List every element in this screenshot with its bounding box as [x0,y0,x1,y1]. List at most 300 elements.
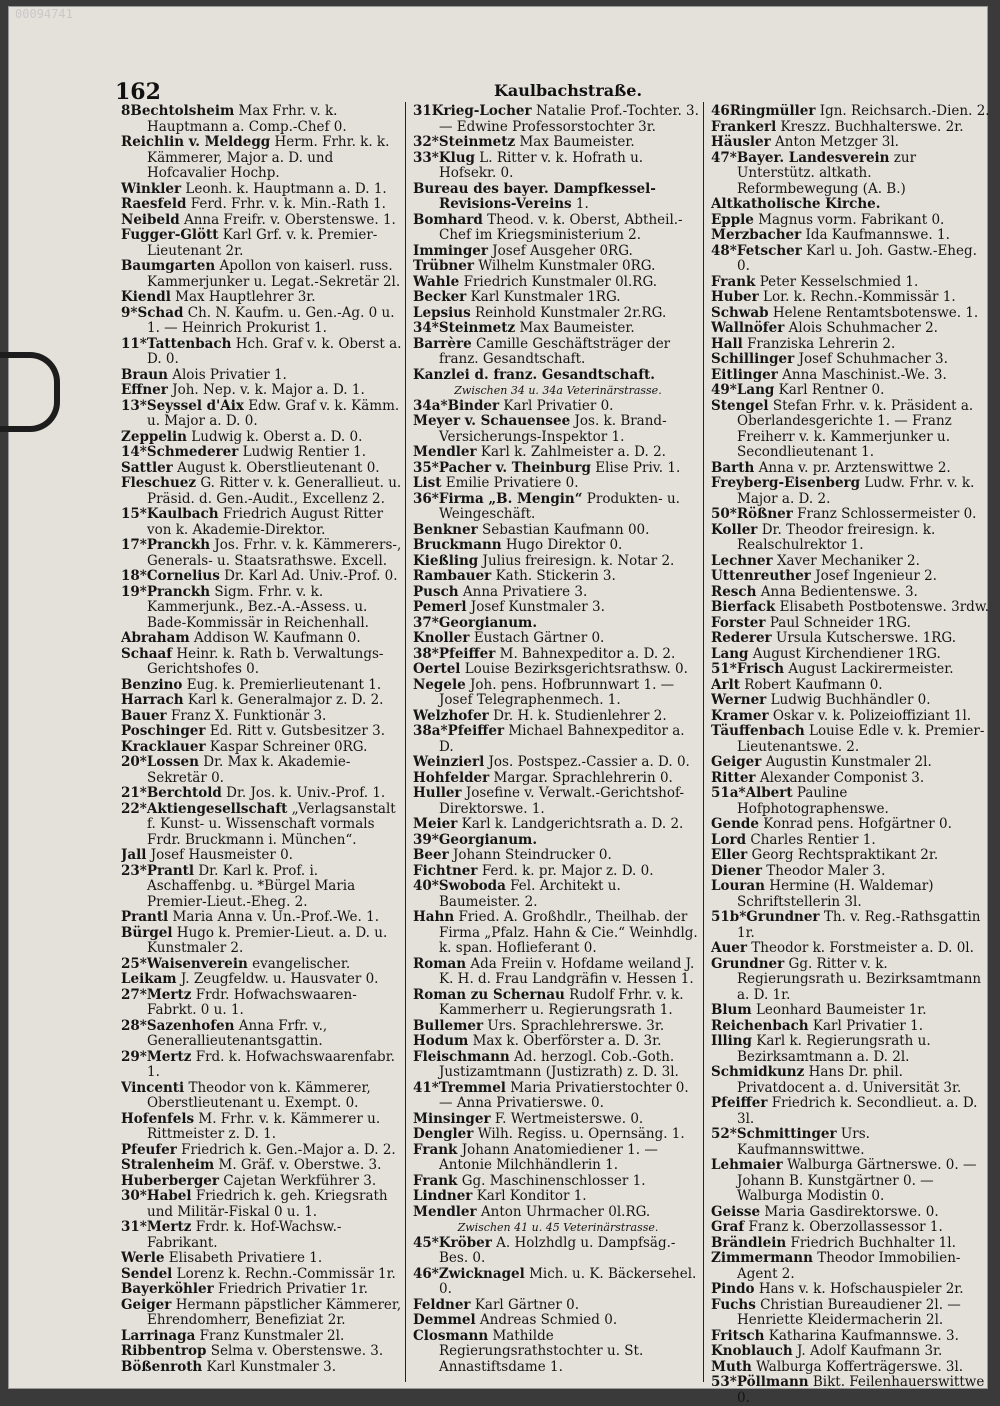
resident-name: Fuchs [711,1296,756,1313]
resident-name: Pöllmann [736,1374,809,1390]
resident-details: Urs. Sprachlehrerswe. 3r. [487,1017,665,1034]
resident-details: Walburga Gärtnerswe. 0. — Johann B. Kunstgärtner 0. — Walburga Modistin 0. [737,1157,977,1204]
resident-name: Frank [413,1141,458,1158]
house-number: 19* [121,583,147,600]
resident-name: Bechtolsheim [130,104,235,119]
resident-details: Dr. Karl k. Prof. i. Aschaffenbg. u. *Bürgel Maria Premier-Lieut.-Eheg. 2. [147,862,356,910]
directory-entry [121,693,405,709]
resident-details: Anna Privatiere 3. [462,583,588,600]
resident-details: J. Adolf Kaufmann 3r. [797,1343,943,1359]
resident-name: Benkner [413,521,478,538]
resident-name: Tattenbach [146,335,232,352]
resident-details: Hugo Direktor 0. [505,537,623,553]
directory-entry [711,1019,993,1035]
resident-details: Ada Freiin v. Hofdame weiland J. K. H. d. Frau Landgräfin v. Hessen 1. [439,955,695,987]
house-number: 34* [413,320,439,336]
directory-entry [413,414,703,445]
resident-details: M. Gräf. v. Oberstwe. 3. [218,1157,382,1173]
resident-name: Knoller [413,630,470,646]
house-number: 31 [413,104,432,119]
resident-name: Vincenti [121,1079,185,1096]
resident-details: Elise Priv. 1. [595,459,681,476]
resident-name: Poschinger [121,723,206,739]
resident-details: Franziska Lehrerin 2. [747,335,896,352]
directory-entry [121,1282,405,1298]
resident-name: Roman [413,955,467,972]
resident-name: Waisenverein [146,955,248,972]
resident-details: Karl k. Generalmajor z. D. 2. [187,692,384,708]
resident-name: Schmederer [146,444,239,460]
directory-entry [121,1360,405,1376]
directory-entry [413,1019,703,1035]
directory-entry [711,616,993,632]
resident-details: zur Unterstütz. altkath. Reformbewegung (A. B.) [737,149,917,197]
directory-entry [413,1267,703,1298]
column-divider [405,102,406,1382]
resident-details: Josef Hausmeister 0. [150,847,293,863]
directory-entry [413,213,703,244]
directory-entry [413,151,703,182]
resident-name: Mertz [146,1219,192,1235]
directory-entry [413,492,703,523]
house-number: 47* [711,149,737,166]
resident-name: Aktiengesellschaft [146,800,288,817]
resident-name: Louran [711,878,765,894]
resident-details: Charles Rentier 1. [750,831,876,848]
resident-name: Frankerl [711,118,777,135]
resident-details: Karl Rentner 0. [778,382,885,398]
directory-entry [413,104,703,135]
resident-name: Freyberg-Eisenberg [711,475,861,491]
resident-details: Karl u. Joh. Gastw.-Eheg. 0. [737,242,977,274]
directory-entry [711,1298,993,1329]
resident-name: Hahn [413,909,455,925]
resident-name: Oertel [413,661,461,677]
resident-name: Sattler [121,459,173,476]
house-number: 52* [711,1126,737,1142]
resident-details: Friedrich Kunstmaler 0l.RG. [463,273,658,290]
house-number: 53* [711,1374,737,1390]
resident-details: Jos. Postspez.-Cassier a. D. 0. [488,754,690,770]
directory-entry [711,724,993,755]
directory-entry [711,135,993,151]
resident-details: Maria Privatierstochter 0. — Anna Privatierswe. 0. [439,1079,689,1111]
directory-entry [711,1065,993,1096]
resident-name: Kröber [438,1234,492,1251]
resident-name: Feldner [413,1296,471,1313]
resident-details: Ch. N. Kaufm. u. Gen.-Ag. 0 u. 1. — Heinrich Prokurist 1. [147,304,395,336]
resident-details: Theodor von k. Kämmerer, Oberstlieutenant u. Exempt. 0. [147,1079,371,1111]
resident-details: Heinr. k. Rath b. Verwaltungs-Gerichtshofes 0. [147,645,384,677]
resident-name: Effner [121,382,168,398]
resident-details: Max Hauptlehrer 3r. [175,289,316,305]
resident-name: Pfeiffer [447,723,505,739]
resident-name: Gende [711,816,759,832]
resident-name: Frank [711,273,756,290]
resident-name: Baumgarten [121,258,216,274]
resident-name: Kanzlei d. franz. Gesandtschaft. [413,366,655,383]
resident-name: Kießling [413,552,479,569]
resident-details: Georg Rechtspraktikant 2r. [751,847,939,863]
resident-name: Eller [711,847,748,863]
resident-name: Steinmetz [438,134,516,150]
resident-name: Abraham [121,630,190,646]
resident-name: Epple [711,211,754,228]
directory-entry [711,678,993,694]
resident-details: G. Ritter v. k. Generallieut. u. Präsid. d. Gen.-Audit., Excellenz 2. [147,475,402,507]
directory-entry [413,1112,703,1128]
resident-details: Dr. Max k. Akademie-Sekretär 0. [147,754,351,786]
resident-details: Friedrich k. Secondlieut. a. D. 3l. [737,1095,978,1127]
resident-details: Franz Schlossermeister 0. [797,506,977,522]
resident-details: Ferd. Frhr. v. k. Min.-Rath 1. [190,196,386,212]
resident-details: Wilhelm Kunstmaler 0RG. [478,258,656,274]
resident-name: Harrach [121,692,184,708]
resident-name: Hodum [413,1033,469,1049]
resident-details: Max Baumeister. [519,134,635,150]
resident-details: Maria Gasdirektorswe. 0. [764,1203,939,1220]
house-number: 8 [121,104,131,119]
resident-details: Stefan Frhr. v. k. Präsident a. Oberlandesgerichte 1. — Franz Freiherr v. k. Kammerjunker u. Secondlieutenant 1. [737,397,974,460]
resident-details: Hermine (H. Waldemar) Schriftstellerin 3l. [737,878,934,910]
resident-name: Schmittinger [736,1126,837,1142]
resident-name: Stengel [711,397,769,414]
house-number: 17* [121,537,147,553]
resident-name: Habel [146,1188,192,1204]
house-number: 31* [121,1219,147,1235]
resident-details: Urs. Kaufmannswittwe. [737,1126,870,1158]
resident-details: Paul Schneider 1RG. [769,614,911,631]
resident-name: Geisse [711,1203,761,1220]
resident-name: Ringmüller [729,104,816,119]
house-number: 39* [413,831,439,848]
resident-name: Lindner [413,1188,473,1204]
directory-entry [413,910,703,957]
resident-name: Kiendl [121,289,171,305]
directory-entry [413,569,703,585]
directory-entry [413,817,703,833]
directory-entry [121,1158,405,1174]
resident-name: Frank [413,1172,458,1189]
resident-details: Karl Konditor 1. [476,1188,587,1204]
house-number: 50* [711,506,737,522]
resident-name: Huller [413,785,462,801]
resident-details: Max k. Oberförster a. D. 3r. [472,1033,662,1049]
resident-name: Beer [413,847,449,863]
directory-entry [121,647,405,678]
resident-name: Mendler [413,444,477,460]
resident-details: Karl Privatier 0. [503,397,614,414]
section-separator [413,1220,703,1236]
resident-name: Seyssel d'Aix [146,397,244,414]
house-number: 51a* [711,785,746,801]
resident-details: Ign. Reichsarch.-Dien. 2. [819,104,990,119]
directory-entry [711,1158,993,1205]
resident-name: Fichtner [413,862,478,879]
resident-details: Xaver Mechaniker 2. [776,552,920,569]
resident-name: Wahle [413,273,460,290]
resident-name: Rederer [711,630,772,646]
directory-entry [121,585,405,632]
resident-name: Sazenhofen [146,1017,235,1034]
resident-name: Prantl [146,862,195,879]
resident-name: Bürgel [121,924,173,941]
directory-entry [121,910,405,926]
directory-entry [711,864,993,880]
directory-entry [711,228,993,244]
house-number: 41* [413,1079,439,1096]
resident-name: Werle [121,1250,165,1266]
resident-details: Margar. Sprachlehrerin 0. [493,769,673,786]
directory-entry [121,228,405,259]
directory-entry [711,631,993,647]
directory-entry [711,399,993,461]
house-number: 11* [121,335,147,352]
resident-details: Friedrich Buchhalter 1l. [790,1234,956,1251]
resident-name: Demmel [413,1312,476,1328]
resident-details: Franz Kunstmaler 2l. [199,1327,345,1344]
resident-details: Louise Bezirksgerichtsrathsw. 0. [464,661,688,677]
resident-name: Frisch [736,661,785,677]
resident-details: Johann Anatomiediener 1. — Antonie Milchhändlerin 1. [439,1141,658,1173]
resident-name: Minsinger [413,1110,491,1127]
directory-entry [413,306,703,322]
directory-entry [413,662,703,678]
directory-entry [413,833,703,849]
house-number: 46 [711,104,730,119]
resident-name: Hall [711,335,743,352]
resident-name: Bruckmann [413,537,502,553]
house-number: 23* [121,862,147,879]
directory-entry [413,1189,703,1205]
directory-entry [121,972,405,988]
resident-details: Karl Privatier 1. [812,1017,923,1034]
directory-entry [413,476,703,492]
resident-name: Graf [711,1219,745,1235]
resident-details: Theodor Immobilien-Agent 2. [737,1250,961,1282]
resident-name: Koller [711,521,758,538]
house-number: 28* [121,1017,147,1034]
resident-name: Kaulbach [146,506,219,522]
resident-name: Schwab [711,304,769,321]
resident-name: Eitlinger [711,366,778,383]
directory-entry [121,1298,405,1329]
directory-entry [711,1205,993,1221]
directory-entry [121,1189,405,1220]
resident-name: Meier [413,816,458,832]
resident-details: Karl Grf. v. k. Premier-Lieutenant 2r. [147,227,378,259]
directory-entry [711,244,993,275]
resident-name: Bierfack [711,599,776,615]
resident-details: Hugo k. Premier-Lieut. a. D. u. Kunstmaler 2. [147,924,388,956]
directory-entry [711,476,993,507]
resident-details: Maria Anna v. Un.-Prof.-We. 1. [172,909,380,925]
resident-details: Ed. Ritt v. Gutsbesitzer 3. [209,723,385,739]
resident-details: Elisabeth Privatiere 1. [168,1250,323,1266]
resident-details: Louise Edle v. k. Premier-Lieutenantswe. 2. [737,723,985,755]
resident-details: Konrad pens. Hofgärtner 0. [763,816,952,832]
directory-entry [711,647,993,663]
resident-name: Täuffenbach [711,723,805,739]
resident-name: Lechner [711,552,773,569]
resident-name: Barth [711,459,755,476]
directory-entry [711,585,993,601]
resident-details: August k. Oberstlieutenant 0. [177,459,380,476]
resident-name: Zwicknagel [438,1265,525,1282]
directory-entry [413,647,703,663]
resident-details: 1. [575,196,589,212]
scan-id: 00094741 [15,7,73,21]
house-number: 27* [121,986,147,1003]
resident-details: Max Baumeister. [519,320,635,336]
resident-name: Stralenheim [121,1157,215,1173]
directory-entry [413,724,703,755]
house-number: 14* [121,444,147,460]
section-separator [413,383,703,399]
resident-details: Ludw. Frhr. v. k. Major a. D. 2. [737,475,975,507]
resident-details: Alois Schuhmacher 2. [788,320,938,336]
resident-details: Cajetan Werkführer 3. [223,1172,377,1189]
resident-details: Anna Bedientenswe. 3. [760,583,918,600]
resident-details: Mich. u. K. Bäckersehel. 0. [439,1265,697,1297]
resident-details: Eug. k. Premierlieutenant 1. [186,676,382,693]
house-number: 21* [121,785,147,801]
directory-entry [711,1096,993,1127]
resident-name: Schad [137,304,184,321]
resident-details: Josef Kunstmaler 3. [470,599,605,615]
directory-entry [121,1220,405,1251]
resident-details: J. Zeugfeldw. u. Hausvater 0. [180,971,379,987]
resident-details: Fried. A. Großhdlr., Theilhab. der Firma „Pfalz. Hahn & Cie.“ Weinhdlg. k. span. Hoflieferant 0. [439,909,698,956]
resident-name: Schillinger [711,351,795,367]
column-3 [711,104,993,1406]
directory-entry [413,1127,703,1143]
directory-entry [121,724,405,740]
resident-details: Josef Ausgeher 0RG. [492,242,633,259]
directory-entry [413,786,703,817]
resident-name: Pranckh [146,537,211,553]
resident-details: Kath. Stickerin 3. [495,568,616,584]
directory-entry [711,368,993,384]
resident-name: Klug [438,149,475,166]
resident-name: Mertz [146,1048,192,1065]
resident-details: Leonh. k. Hauptmann a. D. 1. [185,180,387,197]
resident-details: Ludwig Buchhändler 0. [770,692,931,708]
resident-name: Reichlin v. Meldegg [121,134,271,150]
resident-details: Anna v. pr. Arztenswittwe 2. [758,459,951,476]
directory-entry [121,848,405,864]
resident-name: Pemerl [413,599,467,615]
resident-details: Kaspar Schreiner 0RG. [209,738,368,755]
resident-name: Imminger [413,242,488,259]
resident-details: Walburga Kofferträgerswe. 3l. [756,1358,964,1375]
resident-details: Johann Steindrucker 0. [453,847,612,863]
resident-name: Kramer [711,707,769,724]
resident-details: Augustin Kunstmaler 2l. [765,754,932,770]
resident-name: Firma „B. Mengin“ [438,490,583,507]
resident-details: Bikt. Feilenhauerswittwe 0. [737,1374,985,1406]
directory-entry [413,244,703,260]
resident-details: Peter Kesselschmied 1. [759,273,919,290]
resident-details: Helene Rentamtsbotenswe. 1. [772,304,979,321]
resident-name: Zimmermann [711,1250,813,1266]
resident-name: Kracklauer [121,738,206,755]
directory-entry [711,461,993,477]
directory-entry [711,755,993,771]
resident-name: Lehmaier [711,1157,783,1173]
resident-details: Theodor Maler 3. [766,862,886,879]
resident-details: Karl Kunstmaler 1RG. [470,289,621,305]
resident-name: Roman zu Schernau [413,986,565,1003]
directory-entry [711,1236,993,1252]
house-number: 35* [413,459,439,476]
directory-entry [413,1298,703,1314]
resident-name: Bauer [121,707,167,724]
directory-entry [711,275,993,291]
resident-details: Friedrich k. Gen.-Major a. D. 2. [181,1141,396,1158]
directory-entry [121,461,405,477]
resident-name: Binder [447,397,500,414]
resident-name: Arlt [711,676,740,693]
resident-name: Merzbacher [711,227,802,243]
directory-entry [121,383,405,399]
resident-name: Neibeld [121,211,180,228]
directory-entry [121,1050,405,1081]
resident-details: Herm. Frhr. k. k. Kämmerer, Major a. D. und Hofcavalier Hochp. [147,134,390,181]
directory-entry [121,755,405,786]
resident-details: Karl k. Zahlmeister a. D. 2. [480,444,666,460]
directory-entry [121,368,405,384]
directory-entry [413,1034,703,1050]
resident-details: Frd. k. Hofwachswaarenfabr. 1. [147,1048,395,1080]
resident-name: Dengler [413,1126,474,1142]
directory-entry [711,941,993,957]
directory-entry [711,1034,993,1065]
resident-details: Max Frhr. v. k. Hauptmann a. Comp.-Chef 0. [147,104,347,135]
resident-details: Joh. Nep. v. k. Major a. D. 1. [172,382,365,398]
directory-entry [711,383,993,399]
resident-name: Steinmetz [438,320,516,336]
page-number: 162 [115,79,161,105]
resident-name: Leikam [121,971,177,987]
house-number: 33* [413,149,439,166]
directory-entry [711,352,993,368]
resident-name: Prantl [121,909,169,925]
resident-details: Th. v. Reg.-Rathsgattin 1r. [737,909,981,941]
resident-name: Knoblauch [711,1343,793,1359]
resident-name: Winkler [121,180,182,197]
resident-name: Raesfeld [121,196,187,212]
resident-details: Wilh. Regiss. u. Opernsäng. 1. [477,1126,685,1142]
resident-details: Josef Schuhmacher 3. [798,351,948,367]
directory-entry [121,1267,405,1283]
resident-name: Georgianum. [438,614,538,631]
resident-name: Rößner [736,506,793,522]
directory-entry [711,213,993,229]
directory-entry [413,988,703,1019]
resident-details: Hermann päpstlicher Kämmerer, Ehrendomherr, Benefiziat 2r. [147,1296,402,1328]
resident-name: Meyer v. Schauensee [413,413,571,429]
resident-details: Hans Dr. phil. Privatdocent a. d. Universität 3r. [737,1064,962,1096]
resident-details: Camille Geschäftsträger der franz. Gesandtschaft. [439,335,671,367]
directory-entry [121,740,405,756]
directory-entry [711,786,993,817]
resident-name: Bayerköhler [121,1281,214,1297]
directory-entry [711,104,993,120]
resident-details: Michael Bahnexpeditor a. D. [439,723,685,755]
directory-entry [413,182,703,213]
resident-details: Ida Kaufmannswe. 1. [805,227,950,243]
